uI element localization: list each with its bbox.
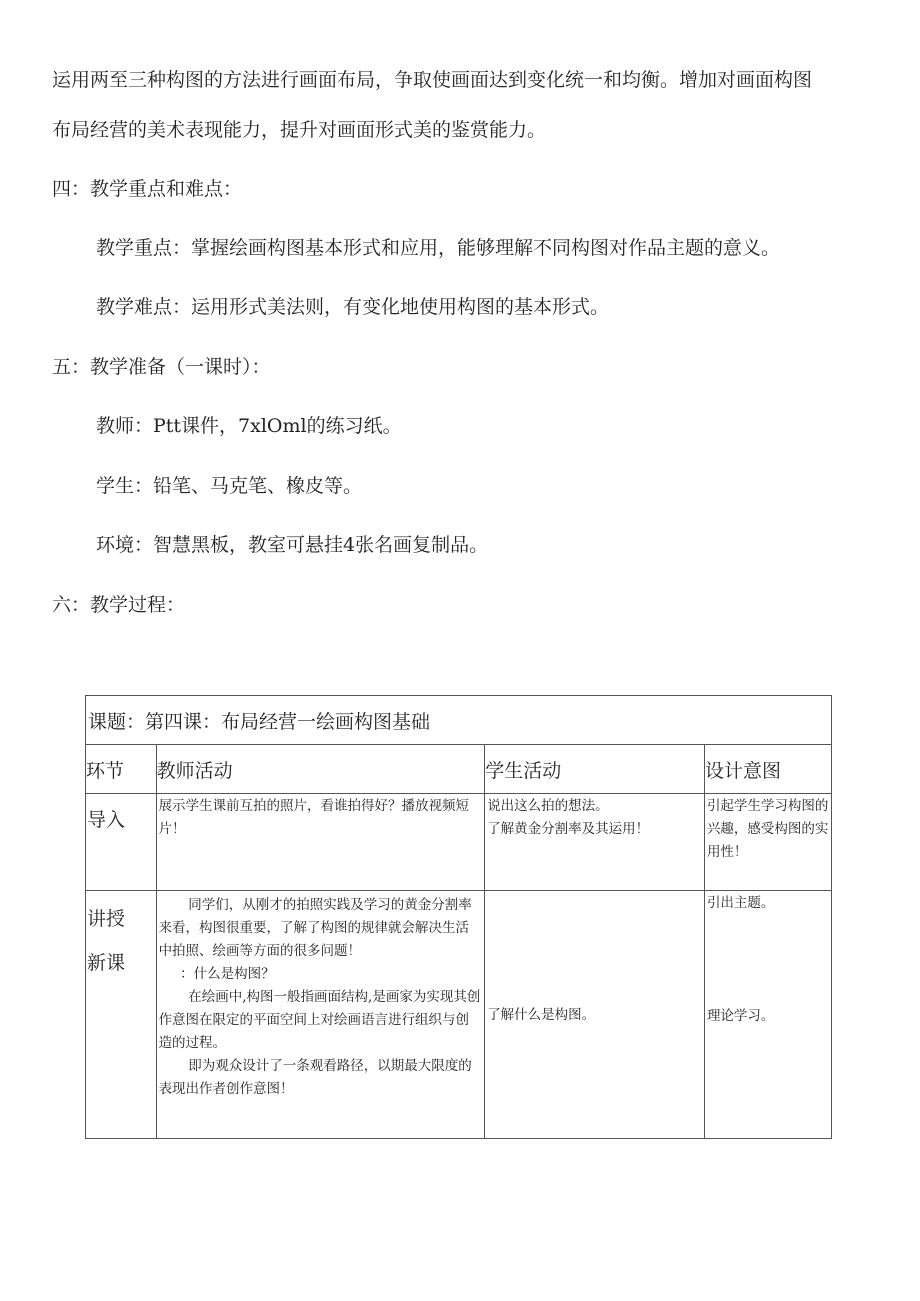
stage-intro: 导入 bbox=[86, 794, 157, 891]
section-6-heading: 六：教学过程： bbox=[52, 594, 186, 616]
intro-student-activity bbox=[485, 794, 705, 891]
table-header-row bbox=[86, 745, 832, 794]
environment-preparation: 环境：智慧黑板，教室可悬挂4张名画复制品。 bbox=[96, 534, 489, 556]
header-teacher-activity: 教师活动 bbox=[156, 745, 485, 794]
table-row bbox=[86, 794, 832, 891]
new-lesson-design-intent bbox=[704, 891, 831, 1139]
difficulty-text: 教学难点：运用形式美法则，有变化地使用构图的基本形式。 bbox=[96, 296, 610, 318]
section-5-heading: 五：教学准备（一课时）： bbox=[52, 356, 271, 378]
lesson-title: 课题：第四课：布局经营一绘画构图基础 bbox=[86, 696, 832, 745]
intro-student-line-2: 了解黄金分割率及其运用！ bbox=[487, 821, 650, 837]
table-row bbox=[86, 891, 832, 1139]
intro-design-intent: 引起学生学习构图的兴趣，感受构图的实用性！ bbox=[704, 794, 831, 891]
teacher-preparation: 教师：Ptt课件，7xlOml的练习纸。 bbox=[96, 415, 402, 437]
teacher-paragraph-4: 即为观众设计了一条观看路径，以期最大限度的表现出作者创作意图！ bbox=[158, 1058, 472, 1097]
new-lesson-teacher-activity bbox=[156, 891, 485, 1139]
header-stage: 环节 bbox=[86, 745, 157, 794]
lesson-plan-table bbox=[85, 695, 832, 1139]
intro-student-line-1: 说出这么拍的想法。 bbox=[487, 798, 609, 814]
header-design-intent: 设计意图 bbox=[704, 745, 831, 794]
intro-teacher-activity: 展示学生课前互拍的照片，看谁拍得好？播放视频短片！ bbox=[156, 794, 485, 891]
new-lesson-student-activity: 了解什么是构图。 bbox=[485, 891, 705, 1139]
teacher-paragraph-1: 同学们，从刚才的拍照实践及学习的黄金分割率来看，构图很重要，了解了构图的规律就会解决生活中拍照、绘画等方面的很多问题！ bbox=[158, 897, 472, 959]
header-student-activity: 学生活动 bbox=[485, 745, 705, 794]
stage-new-line-1: 讲授 bbox=[87, 908, 126, 930]
stage-new-line-2: 新课 bbox=[87, 952, 126, 974]
teacher-paragraph-2: ：什么是构图？ bbox=[180, 966, 275, 982]
section-4-heading: 四：教学重点和难点： bbox=[52, 178, 243, 200]
teacher-paragraph-3: 在绘画中,构图一般指画面结构,是画家为实现其创作意图在限定的平面空间上对绘画语言进行组织与创造的过程。 bbox=[158, 989, 481, 1051]
student-preparation: 学生：铅笔、马克笔、橡皮等。 bbox=[96, 475, 363, 497]
goal-paragraph-line-2: 布局经营的美术表现能力，提升对画面形式美的鉴赏能力。 bbox=[52, 119, 547, 141]
stage-new-lesson bbox=[86, 891, 157, 1139]
goal-paragraph-line-1: 运用两至三种构图的方法进行画面布局，争取使画面达到变化统一和均衡。增加对画面构图 bbox=[52, 69, 813, 91]
key-point-text: 教学重点：掌握绘画构图基本形式和应用，能够理解不同构图对作品主题的意义。 bbox=[96, 237, 781, 259]
design-intro-topic: 引出主题。 bbox=[706, 895, 775, 911]
design-theory: 理论学习。 bbox=[706, 1008, 775, 1024]
